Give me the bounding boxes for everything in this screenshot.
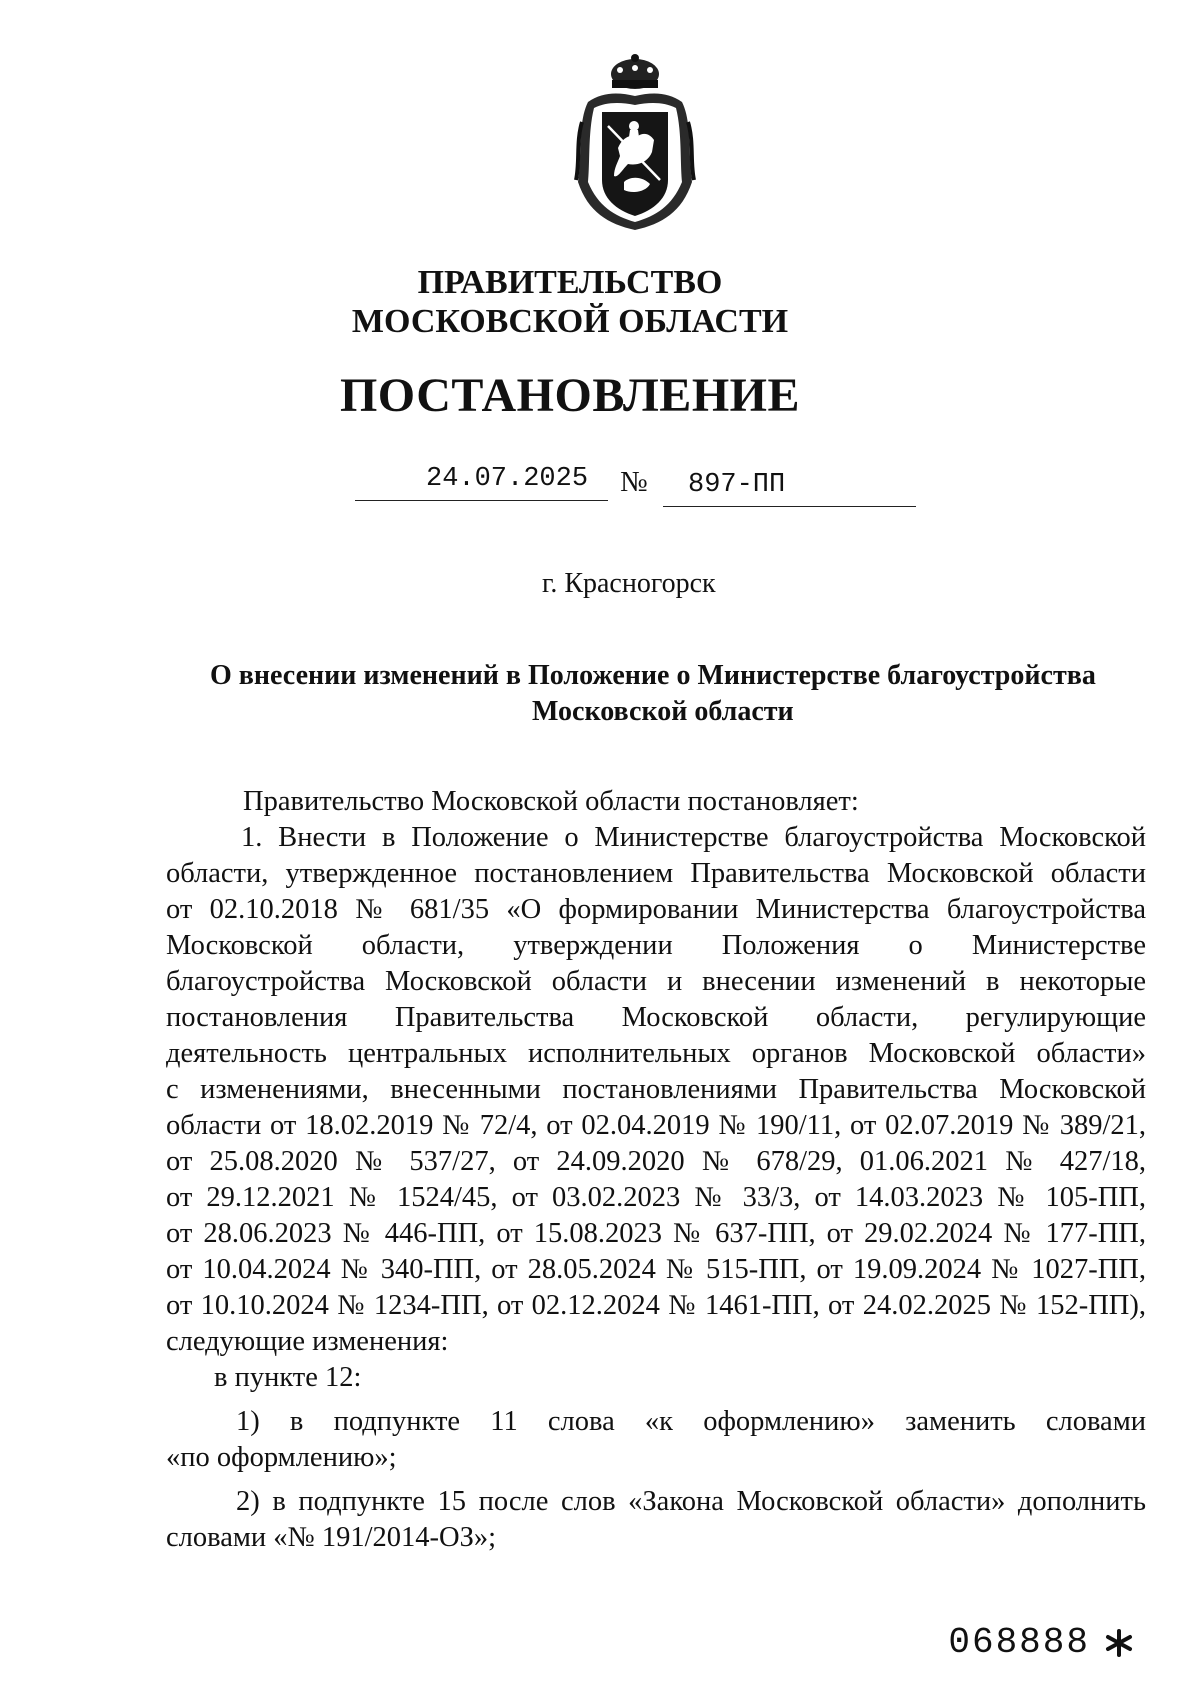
body-line: постановления Правительства Московской области, регулирующие bbox=[166, 1002, 1146, 1033]
document-date: 24.07.2025 bbox=[426, 464, 589, 494]
serial-number: 068888 bbox=[948, 1622, 1090, 1663]
subject-line-1: О внесении изменений в Положение о Министерстве благоустройства bbox=[210, 660, 1096, 691]
body-line: 1) в подпункте 11 слова «к оформлению» заменить словами bbox=[236, 1406, 1146, 1437]
subject-line-2: Московской области bbox=[532, 696, 794, 727]
number-sign: № bbox=[620, 466, 648, 498]
body-line: области, утвержденное постановлением Правительства Московской области bbox=[166, 858, 1146, 889]
date-underline bbox=[355, 500, 608, 501]
body-line: с изменениями, внесенными постановлениями Правительства Московской bbox=[166, 1074, 1146, 1105]
body-line: благоустройства Московской области и внесении изменений в некоторые bbox=[166, 966, 1146, 997]
body-line: от 29.12.2021 № 1524/45, от 03.02.2023 № 33/3, от 14.03.2023 № 105-ПП, bbox=[166, 1182, 1146, 1213]
body-line: от 10.04.2024 № 340-ПП, от 28.05.2024 № 515-ПП, от 19.09.2024 № 1027-ПП, bbox=[166, 1254, 1146, 1285]
coat-of-arms-emblem bbox=[568, 52, 702, 234]
body-line: от 28.06.2023 № 446-ПП, от 15.08.2023 № 637-ПП, от 29.02.2024 № 177-ПП, bbox=[166, 1218, 1146, 1249]
number-underline bbox=[663, 506, 916, 507]
body-line: от 02.10.2018 № 681/35 «О формировании Министерства благоустройства bbox=[166, 894, 1146, 925]
document-number: 897-ПП bbox=[688, 470, 786, 500]
body-line: следующие изменения: bbox=[166, 1326, 449, 1357]
issuer-line-2: МОСКОВСКОЙ ОБЛАСТИ bbox=[351, 303, 789, 340]
document-type-title: ПОСТАНОВЛЕНИЕ bbox=[339, 369, 801, 422]
body-line: в пункте 12: bbox=[214, 1362, 362, 1393]
body-line: от 10.10.2024 № 1234-ПП, от 02.12.2024 № 1461-ПП, от 24.02.2025 № 152-ПП), bbox=[166, 1290, 1146, 1321]
body-line: Московской области, утверждении Положения о Министерстве bbox=[166, 930, 1146, 961]
body-line: Правительство Московской области постановляет: bbox=[243, 786, 859, 817]
body-line: 2) в подпункте 15 после слов «Закона Московской области» дополнить bbox=[236, 1486, 1146, 1517]
asterisk-icon bbox=[1104, 1628, 1134, 1658]
body-line: области от 18.02.2019 № 72/4, от 02.04.2019 № 190/11, от 02.07.2019 № 389/21, bbox=[166, 1110, 1146, 1141]
body-line: от 25.08.2020 № 537/27, от 24.09.2020 № 678/29, 01.06.2021 № 427/18, bbox=[166, 1146, 1146, 1177]
city: г. Красногорск bbox=[542, 568, 716, 599]
body-line: словами «№ 191/2014-ОЗ»; bbox=[166, 1522, 497, 1553]
body-line: деятельность центральных исполнительных органов Московской области» bbox=[166, 1038, 1146, 1069]
body-line: 1. Внести в Положение о Министерстве благоустройства Московской bbox=[241, 822, 1146, 853]
issuer-line-1: ПРАВИТЕЛЬСТВО bbox=[417, 264, 723, 301]
body-line: «по оформлению»; bbox=[166, 1442, 397, 1473]
